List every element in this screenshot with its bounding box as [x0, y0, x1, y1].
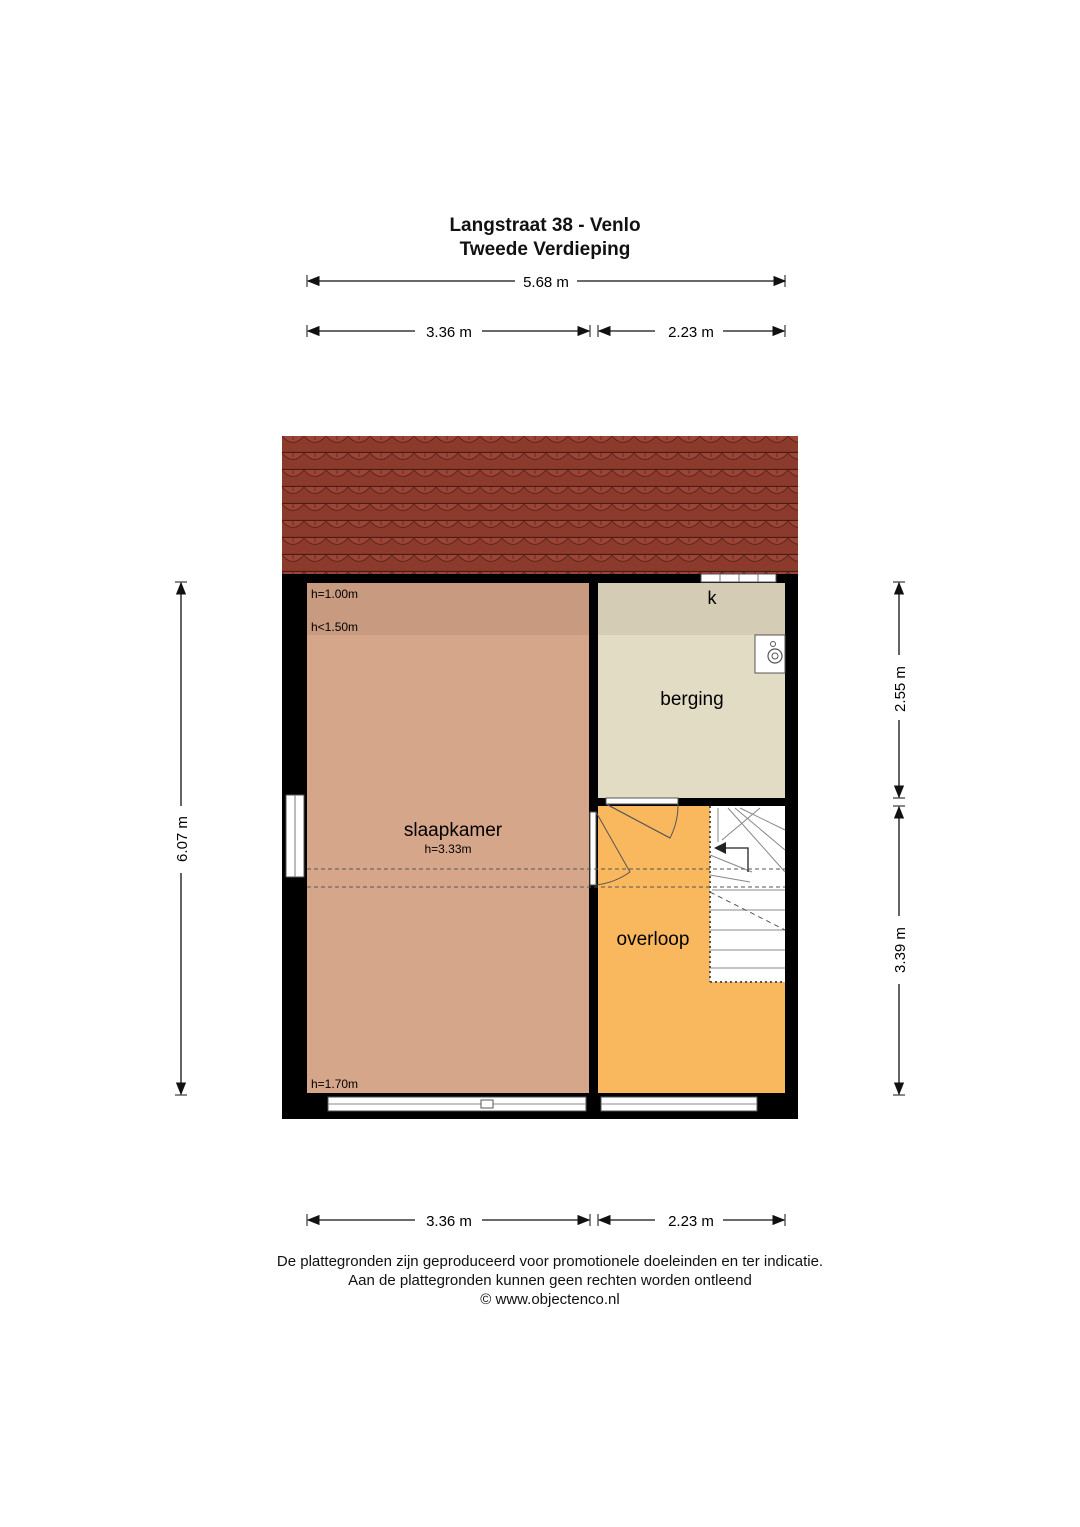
dimension-left-total-label: 6.07 m	[174, 816, 191, 862]
label-berging: berging	[660, 689, 724, 710]
boiler-icon	[755, 635, 785, 673]
door-slaapkamer	[590, 812, 596, 885]
height-note-1-50: h<1.50m	[311, 620, 359, 634]
berging-low-ceiling-zone	[598, 583, 785, 635]
height-note-1-70: h=1.70m	[311, 1077, 359, 1091]
disclaimer-line-1: De plattegronden zijn geproduceerd voor promotionele doeleinden en ter indicatie.	[276, 1253, 824, 1270]
dimension-bottom-left-label: 3.36 m	[426, 1213, 472, 1230]
copyright-line: © www.objectenco.nl	[480, 1291, 620, 1308]
label-k: k	[707, 588, 717, 608]
plan-subtitle: Tweede Verdieping	[459, 239, 631, 260]
door-berging	[606, 798, 678, 804]
dimension-bottom-right-label: 2.23 m	[668, 1213, 714, 1230]
roof-tiles	[282, 436, 798, 574]
plan-title: Langstraat 38 - Venlo	[449, 215, 641, 236]
dimension-right-upper-label: 2.55 m	[892, 666, 909, 712]
disclaimer-line-2: Aan de plattegronden kunnen geen rechten worden ontleend	[348, 1272, 752, 1289]
dimension-top-right-label: 2.23 m	[668, 324, 714, 341]
dimension-top-total-label: 5.68 m	[523, 274, 569, 291]
label-slaapkamer-height: h=3.33m	[424, 842, 472, 856]
label-overloop: overloop	[616, 929, 690, 950]
label-slaapkamer: slaapkamer	[403, 820, 503, 841]
staircase	[710, 806, 785, 982]
height-note-1-00: h=1.00m	[311, 587, 359, 601]
dimension-right-lower-label: 3.39 m	[892, 927, 909, 973]
dimension-top-left-label: 3.36 m	[426, 324, 472, 341]
